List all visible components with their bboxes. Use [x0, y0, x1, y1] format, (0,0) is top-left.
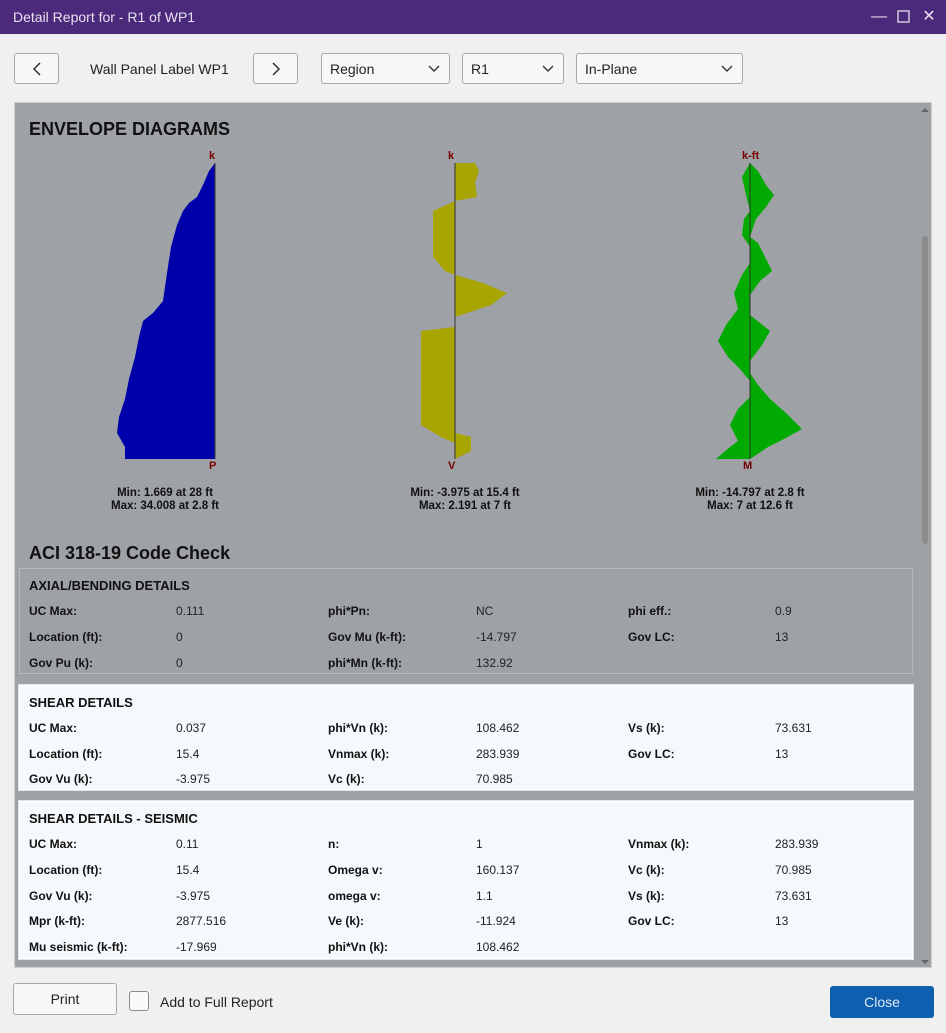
detail-key: Gov Mu (k-ft): [328, 630, 406, 644]
detail-row [20, 721, 914, 737]
detail-key: phi*Vn (k): [328, 721, 388, 735]
detail-key: phi*Pn: [328, 604, 370, 618]
add-to-report-label[interactable]: Add to Full Report [160, 994, 273, 1010]
next-button[interactable] [253, 53, 298, 84]
axial-max: Max: 34.008 at 2.8 ft [110, 500, 220, 512]
chevron-left-icon [30, 61, 44, 77]
card-title: SHEAR DETAILS - SEISMIC [29, 811, 198, 826]
detail-value: 0 [176, 656, 183, 670]
detail-row [20, 656, 914, 672]
shear-details-card [19, 685, 913, 790]
dropdown-value: R1 [471, 61, 489, 77]
region-dropdown[interactable] [462, 53, 564, 84]
detail-key: Location (ft): [29, 630, 103, 644]
detail-value: 13 [775, 747, 789, 761]
detail-key: phi eff.: [628, 604, 672, 618]
detail-key: Mu seismic (k-ft): [29, 940, 128, 954]
moment-min: Min: -14.797 at 2.8 ft [695, 487, 805, 499]
detail-key: UC Max: [29, 604, 78, 618]
close-window-button[interactable] [918, 6, 940, 28]
detail-value: 108.462 [476, 940, 520, 954]
title-bar [0, 0, 946, 34]
detail-value: 160.137 [476, 863, 520, 877]
axial-minmax [15, 487, 315, 513]
scrollbar-thumb[interactable] [922, 236, 928, 544]
dropdown-value: Region [330, 61, 375, 77]
detail-key: Gov LC: [628, 630, 675, 644]
card-title: AXIAL/BENDING DETAILS [29, 578, 190, 593]
dropdown-value: In-Plane [585, 61, 638, 77]
envelope-title: ENVELOPE DIAGRAMS [29, 119, 231, 139]
detail-value: 13 [775, 630, 789, 644]
minimize-icon: — [871, 8, 887, 25]
detail-row [20, 604, 914, 620]
code-check-title: ACI 318-19 Code Check [29, 543, 231, 563]
chevron-down-icon [542, 65, 554, 73]
detail-value: 0.111 [176, 604, 205, 618]
maximize-button[interactable] [892, 6, 914, 28]
detail-row [20, 940, 914, 956]
detail-key: Gov Vu (k): [29, 772, 93, 786]
previous-button[interactable] [14, 53, 59, 84]
detail-row [20, 837, 914, 853]
close-icon: ✕ [922, 8, 936, 25]
detail-key: Gov Vu (k): [29, 889, 93, 903]
shear-max: Max: 2.191 at 7 ft [418, 500, 512, 512]
moment-minmax [600, 487, 900, 513]
detail-value: 15.4 [176, 863, 200, 877]
detail-row [20, 747, 914, 763]
detail-row [20, 914, 914, 930]
detail-key: Vs (k): [628, 889, 665, 903]
detail-key: Vnmax (k): [328, 747, 390, 761]
detail-row [20, 889, 914, 905]
close-button[interactable]: Close [830, 986, 934, 1018]
detail-key: n: [328, 837, 340, 851]
detail-key: Gov Pu (k): [29, 656, 94, 670]
card-title: SHEAR DETAILS [29, 695, 133, 710]
moment-max: Max: 7 at 12.6 ft [707, 500, 793, 512]
diagram-unit-label: k [448, 150, 455, 162]
detail-key: Vs (k): [628, 721, 665, 735]
shear-min: Min: -3.975 at 15.4 ft [410, 487, 520, 499]
print-button[interactable]: Print [13, 983, 117, 1015]
detail-key: Vc (k): [328, 772, 365, 786]
detail-key: Vc (k): [628, 863, 665, 877]
detail-row [20, 772, 914, 788]
detail-value: 73.631 [775, 889, 812, 903]
direction-dropdown[interactable] [576, 53, 743, 84]
vertical-scrollbar[interactable] [918, 102, 932, 968]
detail-key: UC Max: [29, 837, 78, 851]
detail-row [20, 630, 914, 646]
axial-min: Min: 1.669 at 28 ft [117, 487, 213, 499]
shear-envelope-shape [421, 163, 507, 459]
axial-envelope-shape [117, 163, 215, 459]
detail-value: 70.985 [476, 772, 513, 786]
detail-value: -14.797 [476, 630, 517, 644]
chevron-down-icon [428, 65, 440, 73]
diagram-unit-label: k-ft [742, 150, 760, 162]
detail-value: 0.11 [176, 837, 199, 851]
scroll-down-icon[interactable] [918, 957, 932, 967]
detail-value: 283.939 [775, 837, 819, 851]
report-content[interactable] [14, 102, 932, 968]
diagram-axis-label: M [743, 460, 753, 472]
detail-value: 283.939 [476, 747, 520, 761]
diagram-axis-label: V [448, 460, 456, 472]
detail-key: phi*Vn (k): [328, 940, 388, 954]
detail-key: Mpr (k-ft): [29, 914, 85, 928]
detail-key: Omega v: [328, 863, 383, 877]
maximize-icon [897, 10, 910, 23]
detail-key: omega v: [328, 889, 381, 903]
moment-envelope-shape [716, 163, 802, 459]
shear-minmax [315, 487, 615, 513]
detail-value: NC [476, 604, 494, 618]
detail-value: 13 [775, 914, 789, 928]
detail-row [20, 863, 914, 879]
detail-key: Location (ft): [29, 747, 103, 761]
dialog-footer [0, 968, 946, 1033]
detail-value: 2877.516 [176, 914, 227, 928]
window-title: Detail Report for - R1 of WP1 [13, 9, 196, 25]
detail-key: Gov LC: [628, 747, 675, 761]
detail-value: -3.975 [176, 889, 211, 903]
region-type-dropdown[interactable] [321, 53, 450, 84]
detail-key: Gov LC: [628, 914, 675, 928]
diagram-unit-label: k [209, 150, 216, 162]
seismic-shear-card [19, 801, 913, 959]
detail-value: -11.924 [476, 914, 516, 928]
chevron-right-icon [269, 61, 283, 77]
axial-bending-card [19, 568, 913, 674]
minimize-button[interactable] [868, 6, 890, 28]
detail-value: 70.985 [775, 863, 812, 877]
detail-value: 1 [476, 837, 483, 851]
shear-envelope-diagram [305, 147, 605, 517]
panel-label: Wall Panel Label WP1 [90, 61, 229, 77]
detail-value: -3.975 [176, 772, 211, 786]
detail-value: 73.631 [775, 721, 812, 735]
detail-value: 108.462 [476, 721, 520, 735]
detail-value: 1.1 [476, 889, 493, 903]
detail-value: 0 [176, 630, 183, 644]
add-to-report-checkbox[interactable] [129, 991, 149, 1011]
detail-key: UC Max: [29, 721, 78, 735]
detail-value: 0.037 [176, 721, 207, 735]
detail-key: Ve (k): [328, 914, 365, 928]
detail-key: Vnmax (k): [628, 837, 690, 851]
detail-value: 0.9 [775, 604, 792, 618]
diagram-axis-label: P [209, 460, 217, 472]
detail-key: phi*Mn (k-ft): [328, 656, 402, 670]
detail-value: -17.969 [176, 940, 217, 954]
chevron-down-icon [721, 65, 733, 73]
moment-envelope-diagram [600, 147, 900, 517]
report-toolbar [0, 34, 946, 100]
shear-envelope-plot [305, 147, 605, 467]
scroll-up-icon[interactable] [918, 105, 932, 115]
detail-value: 132.92 [476, 656, 513, 670]
detail-key: Location (ft): [29, 863, 103, 877]
detail-value: 15.4 [176, 747, 200, 761]
moment-envelope-plot [600, 147, 900, 467]
